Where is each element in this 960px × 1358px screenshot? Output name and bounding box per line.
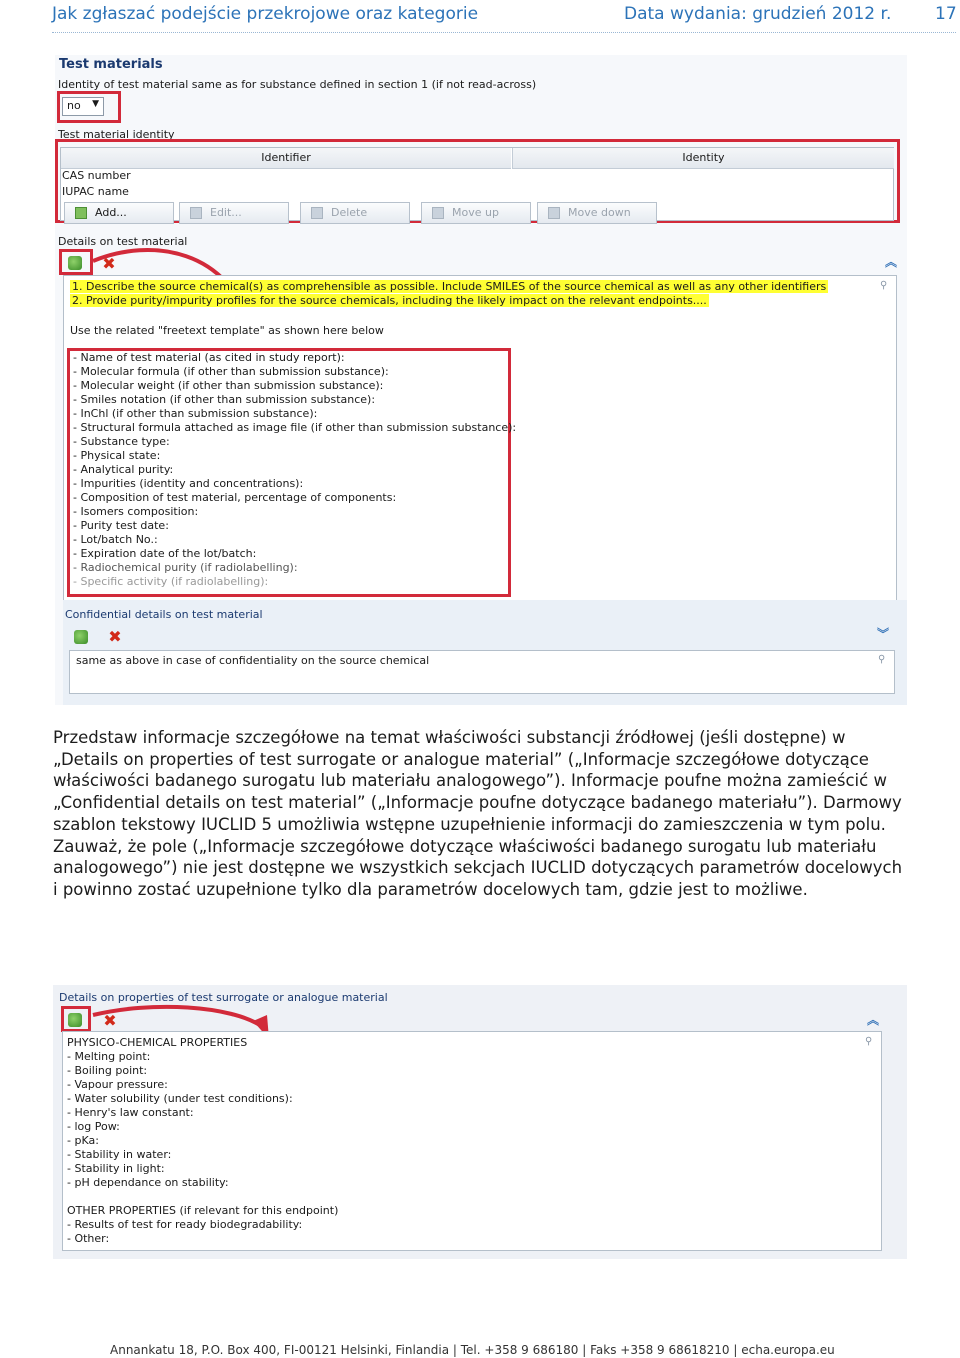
template-line: - Molecular formula (if other than submission substance): (73, 365, 389, 378)
template-line: - Isomers composition: (73, 505, 199, 518)
add-icon (75, 207, 87, 219)
template-line: - Substance type: (73, 435, 170, 448)
guidance-line: 1. Describe the source chemical(s) as comprehensible as possible. Include SMILES of the source chemical as well as any other identifiers (72, 280, 827, 293)
identity-question-label: Identity of test material same as for substance defined in section 1 (if not read-across) (58, 78, 537, 91)
delete-icon[interactable]: ✖ (102, 254, 116, 273)
table-row[interactable]: CAS number (62, 169, 131, 182)
iuclid-properties-screenshot (53, 985, 907, 1259)
header-divider (52, 32, 956, 33)
properties-text-area[interactable] (62, 1031, 882, 1251)
properties-line: - pKa: (67, 1134, 99, 1147)
properties-line: - Henry's law constant: (67, 1106, 194, 1119)
expand-icon[interactable]: ︾ (876, 627, 889, 641)
template-line: - Purity test date: (73, 519, 169, 532)
insert-template-icon[interactable] (74, 630, 88, 644)
insert-template-icon[interactable] (68, 256, 82, 270)
edit-button[interactable]: Edit... (179, 202, 289, 224)
delete-icon[interactable]: ✖ (108, 627, 122, 646)
properties-line: PHYSICO-CHEMICAL PROPERTIES (67, 1036, 248, 1049)
template-line: - InChl (if other than submission substance): (73, 407, 318, 420)
paragraph-text: Przedstaw informacje szczegółowe na temat właściwości substancji źródłowej (jeśli dostępne) w „Details on properties of test surrogate or analogue material” („Informacje szczegółowe dotyczące właściwości badanego surogatu lub materiału analogowego”). Informacje poufne można zamieścić w „Confidential details on test material” („Informacje poufne dotyczące badanego materiału”). Darmowy szablon tekstowy IUCLID 5 umożliwia wstępne uzupełnienie informacji do zamieszczenia w tym polu. Zauważ, że pole („Informacje szczegółowe dotyczące właściwości badanego surogatu lub materiału analogowego”) nie jest dostępne we wszystkich sekcjach IUCLID dotyczących parametrów docelowych i powinno zostać uzupełnione tylko dla parametrów docelowych tam, gdzie jest to możliwe. (53, 728, 903, 899)
properties-line: - Other: (67, 1232, 110, 1245)
arrow-up-icon (432, 207, 444, 219)
template-line: - Name of test material (as cited in study report): (73, 351, 345, 364)
template-line: - Expiration date of the lot/batch: (73, 547, 257, 560)
template-line: - Lot/batch No.: (73, 533, 158, 546)
template-line: - Physical state: (73, 449, 161, 462)
identity-table-label: Test material identity (58, 128, 175, 141)
document-footer: Annankatu 18, P.O. Box 400, FI-00121 Helsinki, Finlandia | Tel. +358 9 686180 | Faks +358 9 68618210 | echa.europa.eu (110, 1343, 835, 1357)
search-icon[interactable]: ⚲ (865, 1036, 873, 1047)
column-header-identifier[interactable]: Identifier (61, 148, 511, 169)
properties-line: - Melting point: (67, 1050, 151, 1063)
confidential-panel (63, 600, 907, 705)
search-icon[interactable]: ⚲ (880, 280, 888, 291)
confidential-text-area[interactable] (69, 650, 895, 694)
edit-icon (190, 207, 202, 219)
move-down-button[interactable]: Move down (537, 202, 657, 224)
template-line: - Impurities (identity and concentrations): (73, 477, 304, 490)
column-header-identity[interactable]: Identity (512, 148, 894, 169)
properties-line: - Water solubility (under test conditions): (67, 1092, 293, 1105)
insert-template-icon[interactable] (68, 1013, 82, 1027)
chevron-down-icon: ▼ (92, 99, 99, 109)
guidance-line: 2. Provide purity/impurity profiles for the source chemicals, including the likely impact on the relevant endpoints.... (72, 294, 707, 307)
template-line: - Specific activity (if radiolabelling): (73, 575, 269, 588)
identity-select[interactable] (62, 97, 104, 116)
properties-line: - Stability in light: (67, 1162, 165, 1175)
delete-icon[interactable]: ✖ (103, 1011, 117, 1030)
properties-line: - pH dependance on stability: (67, 1176, 229, 1189)
properties-line: - log Pow: (67, 1120, 120, 1133)
properties-line: - Results of test for ready biodegradability: (67, 1218, 303, 1231)
document-header-title: Jak zgłaszać podejście przekrojowe oraz kategorie (52, 4, 479, 24)
template-line: - Smiles notation (if other than submission substance): (73, 393, 376, 406)
delete-icon (311, 207, 323, 219)
identity-select-value: no (67, 99, 81, 112)
table-row[interactable]: IUPAC name (62, 185, 129, 198)
properties-line: - Stability in water: (67, 1148, 172, 1161)
properties-line: - Vapour pressure: (67, 1078, 168, 1091)
iuclid-test-materials-screenshot (55, 55, 907, 705)
freetext-hint: Use the related "freetext template" as shown here below (70, 324, 384, 337)
confidential-label: Confidential details on test material (65, 608, 263, 621)
template-line: - Radiochemical purity (if radiolabelling): (73, 561, 298, 574)
properties-line: OTHER PROPERTIES (if relevant for this endpoint) (67, 1204, 339, 1217)
properties-line: - Boiling point: (67, 1064, 148, 1077)
confidential-text: same as above in case of confidentiality on the source chemical (76, 654, 430, 667)
search-icon[interactable]: ⚲ (878, 654, 886, 665)
template-line: - Composition of test material, percentage of components: (73, 491, 397, 504)
arrow-down-icon (548, 207, 560, 219)
page-number: 17 (935, 4, 957, 24)
template-line: - Analytical purity: (73, 463, 174, 476)
body-paragraph (53, 727, 903, 901)
properties-label: Details on properties of test surrogate or analogue material (59, 991, 388, 1004)
template-line: - Structural formula attached as image file (if other than submission substance): (73, 421, 517, 434)
delete-button[interactable]: Delete (300, 202, 410, 224)
move-up-button[interactable]: Move up (421, 202, 531, 224)
section-title: Test materials (59, 57, 163, 72)
document-header-date: Data wydania: grudzień 2012 r. (624, 4, 892, 24)
details-label: Details on test material (58, 235, 188, 248)
collapse-icon[interactable]: ︽ (884, 255, 897, 269)
add-button[interactable]: Add... (64, 202, 174, 224)
template-line: - Molecular weight (if other than submission substance): (73, 379, 384, 392)
collapse-icon[interactable]: ︽ (866, 1013, 879, 1027)
